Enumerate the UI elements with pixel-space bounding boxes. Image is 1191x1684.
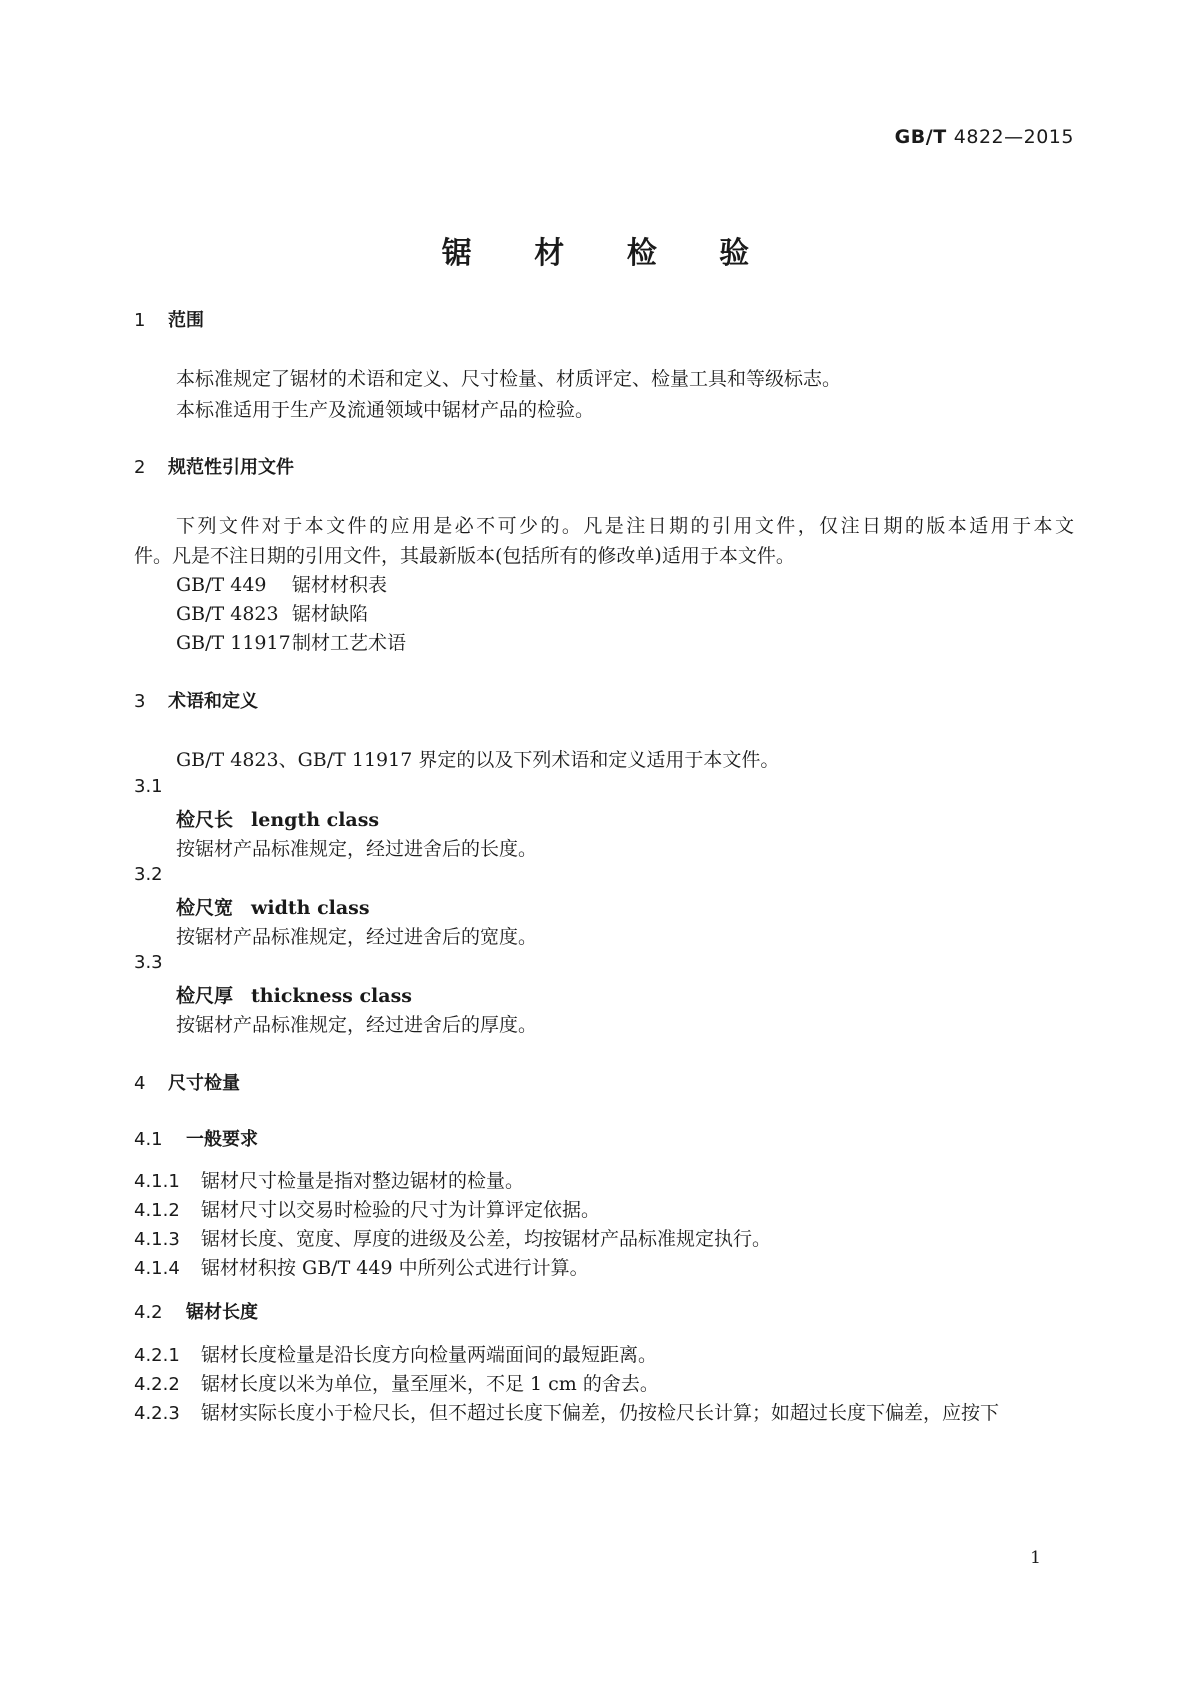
reference-item: GB/T 11917制材工艺术语 [176, 632, 407, 654]
term-number: 3.2 [134, 864, 163, 885]
reference-item: GB/T 4823 锯材缺陷 [176, 603, 369, 625]
clause: 4.2.2 锯材长度以米为单位，量至厘米，不足 1 cm 的舍去。 [134, 1373, 659, 1395]
section-4-2-heading: 4.2 锯材长度 [134, 1302, 258, 1323]
standard-prefix: GB/T [894, 126, 947, 148]
clause: 4.2.1 锯材长度检量是沿长度方向检量两端面间的最短距离。 [134, 1344, 658, 1366]
clause: 4.1.2 锯材尺寸以交易时检验的尺寸为计算评定依据。 [134, 1199, 601, 1221]
section-1-para-1: 本标准规定了锯材的术语和定义、尺寸检量、材质评定、检量工具和等级标志。 [176, 368, 842, 390]
term-definition: 按锯材产品标准规定，经过进舍后的宽度。 [176, 926, 538, 948]
document-title: 锯 材 检 验 [441, 236, 776, 271]
section-4-heading: 4 尺寸检量 [134, 1073, 240, 1094]
clause: 4.1.3 锯材长度、宽度、厚度的进级及公差，均按锯材产品标准规定执行。 [134, 1228, 772, 1250]
page-number: 1 [1030, 1548, 1041, 1568]
term-heading: 检尺长 length class [176, 809, 380, 831]
section-4-1-heading: 4.1 一般要求 [134, 1129, 258, 1150]
term-number: 3.3 [134, 952, 163, 973]
term-heading: 检尺厚 thickness class [176, 985, 412, 1007]
section-2-para-line-1: 下列文件对于本文件的应用是必不可少的。凡是注日期的引用文件，仅注日期的版本适用于本文 [176, 515, 1074, 537]
section-1-heading: 1 范围 [134, 310, 204, 331]
standard-number: 4822—2015 [953, 126, 1074, 148]
standard-code [895, 126, 1074, 148]
term-definition: 按锯材产品标准规定，经过进舍后的厚度。 [176, 1014, 538, 1036]
section-2-para-line-2: 件。凡是不注日期的引用文件，其最新版本(包括所有的修改单)适用于本文件。 [134, 545, 795, 567]
section-3-intro: GB/T 4823、GB/T 11917 界定的以及下列术语和定义适用于本文件。 [176, 749, 780, 771]
term-heading: 检尺宽 width class [176, 897, 370, 919]
section-3-heading: 3 术语和定义 [134, 691, 258, 712]
clause: 4.1.4 锯材材积按 GB/T 449 中所列公式进行计算。 [134, 1257, 589, 1279]
clause: 4.2.3 锯材实际长度小于检尺长，但不超过长度下偏差，仍按检尺长计算；如超过长度下偏差，应按下 [134, 1402, 1000, 1424]
clause: 4.1.1 锯材尺寸检量是指对整边锯材的检量。 [134, 1170, 525, 1192]
section-1-para-2: 本标准适用于生产及流通领域中锯材产品的检验。 [176, 399, 595, 421]
term-number: 3.1 [134, 776, 163, 797]
term-definition: 按锯材产品标准规定，经过进舍后的长度。 [176, 838, 538, 860]
section-2-heading: 2 规范性引用文件 [134, 457, 294, 478]
reference-item: GB/T 449 锯材材积表 [176, 574, 388, 596]
